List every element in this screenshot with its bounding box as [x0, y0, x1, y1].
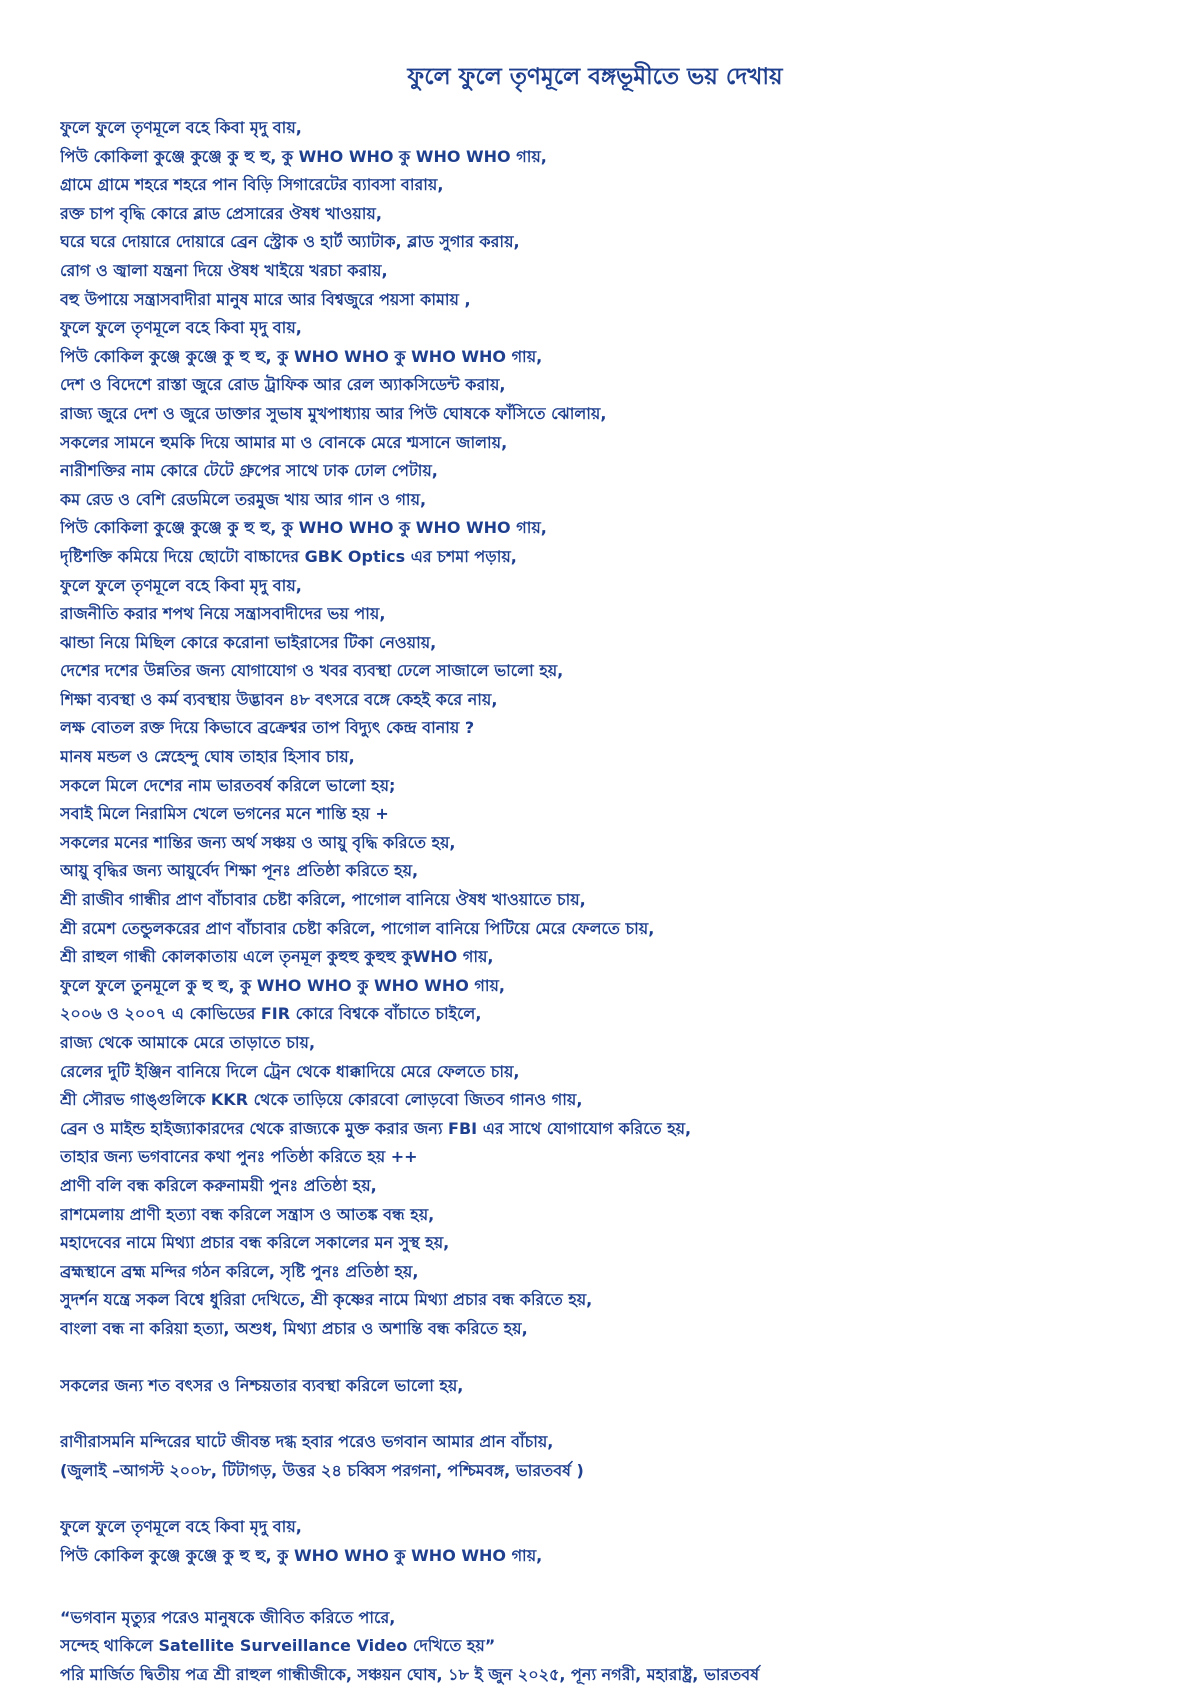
poem-body [60, 114, 1140, 1689]
poem-line: প্রাণী বলি বন্ধ করিলে করুনাময়ী পুনঃ প্রতিষ্ঠা হয়, [60, 1172, 1140, 1201]
poem-line: ফুলে ফুলে তৃণমূলে বহে কিবা মৃদু বায়, [60, 572, 1140, 601]
poem-line: ঘরে ঘরে দোয়ারে দোয়ারে ব্রেন স্ট্রোক ও হার্ট অ্যাটাক, ব্লাড সুগার করায়, [60, 228, 1140, 257]
poem-line: পিউ কোকিল কুঞ্জে কুঞ্জে কু হু হু, কু WHO WHO কু WHO WHO গায়, [60, 1542, 1140, 1571]
stanza [60, 1428, 1140, 1485]
stanza-gap [60, 1344, 1140, 1372]
poem-line: সুদর্শন যন্ত্রে সকল বিশ্বে ধুরিরা দেখিতে, শ্রী কৃষ্ণের নামে মিথ্যা প্রচার বন্ধ করিতে হয়, [60, 1286, 1140, 1315]
poem-line: ব্রহ্মস্থানে ব্রহ্ম মন্দির গঠন করিলে, সৃষ্টি পুনঃ প্রতিষ্ঠা হয়, [60, 1258, 1140, 1287]
poem-line: শ্রী রাহুল গান্ধী কোলকাতায় এলে তৃনমূল কুহুহু কুহুহু কুWHO গায়, [60, 943, 1140, 972]
poem-line: কম রেড ও বেশি রেডমিলে তরমুজ খায় আর গান ও গায়, [60, 486, 1140, 515]
poem-line: শিক্ষা ব্যবস্থা ও কর্ম ব্যবস্থায় উদ্ভাবন ৪৮ বৎসরে বঙ্গে কেহই করে নায়, [60, 686, 1140, 715]
poem-line: শ্রী রমেশ তেন্ডুলকরের প্রাণ বাঁচাবার চেষ্টা করিলে, পাগোল বানিয়ে পিটিয়ে মেরে ফেলতে চায়, [60, 915, 1140, 944]
poem-line: লক্ষ বোতল রক্ত দিয়ে কিভাবে ব্রক্রেশ্বর তাপ বিদ্যুৎ কেন্দ্র বানায় ? [60, 714, 1140, 743]
poem-line: “ভগবান মৃত্যুর পরেও মানুষকে জীবিত করিতে পারে, [60, 1604, 1140, 1633]
poem-line: শ্রী রাজীব গান্ধীর প্রাণ বাঁচাবার চেষ্টা করিলে, পাগোল বানিয়ে ঔষধ খাওয়াতে চায়, [60, 886, 1140, 915]
poem-line: ফুলে ফুলে তৃণমূলে বহে কিবা মৃদু বায়, [60, 114, 1140, 143]
poem-line: নারীশক্তির নাম কোরে টেটে গ্রুপের সাথে ঢাক ঢোল পেটায়, [60, 457, 1140, 486]
poem-line: দেশ ও বিদেশে রাস্তা জুরে রোড ট্রাফিক আর রেল অ্যাকসিডেন্ট করায়, [60, 371, 1140, 400]
poem-line: ব্রেন ও মাইন্ড হাইজ্যাকারদের থেকে রাজ্যকে মুক্ত করার জন্য FBI এর সাথে যোগাযোগ করিতে হয়, [60, 1115, 1140, 1144]
stanza-gap [60, 1485, 1140, 1513]
poem-line: বাংলা বন্ধ না করিয়া হত্যা, অশুধ, মিথ্যা প্রচার ও অশান্তি বন্ধ করিতে হয়, [60, 1315, 1140, 1344]
poem-line: মানষ মন্ডল ও স্নেহেন্দু ঘোষ তাহার হিসাব চায়, [60, 743, 1140, 772]
poem-line: পিউ কোকিলা কুঞ্জে কুঞ্জে কু হু হু, কু WHO WHO কু WHO WHO গায়, [60, 514, 1140, 543]
poem-line: রাশমেলায় প্রাণী হত্যা বন্ধ করিলে সন্ত্রাস ও আতঙ্ক বন্ধ হয়, [60, 1201, 1140, 1230]
poem-line: সকলে মিলে দেশের নাম ভারতবর্ষ করিলে ভালো হয়; [60, 772, 1140, 801]
poem-title: ফুলে ফুলে তৃণমূলে বঙ্গভূমীতে ভয় দেখায় [0, 62, 1190, 92]
poem-line: বহু উপায়ে সন্ত্রাসবাদীরা মানুষ মারে আর বিশ্বজুরে পয়সা কামায় , [60, 286, 1140, 315]
poem-line: ঝান্ডা নিয়ে মিছিল কোরে করোনা ভাইরাসের টিকা নেওয়ায়, [60, 629, 1140, 658]
poem-line: ফুলে ফুলে তুনমূলে কু হু হু, কু WHO WHO কু WHO WHO গায়, [60, 972, 1140, 1001]
poem-line: পিউ কোকিল কুঞ্জে কুঞ্জে কু হু হু, কু WHO WHO কু WHO WHO গায়, [60, 343, 1140, 372]
poem-line: শ্রী সৌরভ গাঙ্গুলিকে KKR থেকে তাড়িয়ে কোরবো লোড়বো জিতব গানও গায়, [60, 1086, 1140, 1115]
poem-line: সন্দেহ থাকিলে Satellite Surveillance Video দেখিতে হয়” [60, 1632, 1140, 1661]
poem-line: সকলের সামনে হুমকি দিয়ে আমার মা ও বোনকে মেরে শ্মসানে জালায়, [60, 429, 1140, 458]
poem-line: রাণীরাসমনি মন্দিরের ঘাটে জীবন্ত দগ্ধ হবার পরেও ভগবান আমার প্রান বাঁচায়, [60, 1428, 1140, 1457]
stanza [60, 1372, 1140, 1401]
poem-line: তাহার জন্য ভগবানের কথা পুনঃ পতিষ্ঠা করিতে হয় ++ [60, 1143, 1140, 1172]
poem-line: ফুলে ফুলে তৃণমূলে বহে কিবা মৃদু বায়, [60, 1513, 1140, 1542]
stanza [60, 114, 1140, 1344]
poem-line: পিউ কোকিলা কুঞ্জে কুঞ্জে কু হু হু, কু WHO WHO কু WHO WHO গায়, [60, 143, 1140, 172]
poem-line: ফুলে ফুলে তৃণমূলে বহে কিবা মৃদু বায়, [60, 314, 1140, 343]
poem-line: দেশের দশের উন্নতির জন্য যোগাযোগ ও খবর ব্যবস্থা ঢেলে সাজালে ভালো হয়, [60, 657, 1140, 686]
stanza [60, 1604, 1140, 1689]
stanza-gap [60, 1400, 1140, 1428]
poem-line: দৃষ্টিশক্তি কমিয়ে দিয়ে ছোটো বাচ্চাদের GBK Optics এর চশমা পড়ায়, [60, 543, 1140, 572]
poem-line: রাজ্য থেকে আমাকে মেরে তাড়াতে চায়, [60, 1029, 1140, 1058]
poem-line: সবাই মিলে নিরামিস খেলে ভগনের মনে শান্তি হয় + [60, 800, 1140, 829]
poem-line: সকলের মনের শান্তির জন্য অর্থ সঞ্চয় ও আয়ু বৃদ্ধি করিতে হয়, [60, 829, 1140, 858]
poem-line: রক্ত চাপ বৃদ্ধি কোরে ব্লাড প্রেসারের ঔষধ খাওয়ায়, [60, 200, 1140, 229]
stanza [60, 1513, 1140, 1570]
poem-line: সকলের জন্য শত বৎসর ও নিশ্চয়তার ব্যবস্থা করিলে ভালো হয়, [60, 1372, 1140, 1401]
poem-line: রোগ ও জ্বালা যন্ত্রনা দিয়ে ঔষধ খাইয়ে খরচা করায়, [60, 257, 1140, 286]
poem-line: (জুলাই –আগস্ট ২০০৮, টিটাগড়, উত্তর ২৪ চব্বিস পরগনা, পশ্চিমবঙ্গ, ভারতবর্ষ ) [60, 1457, 1140, 1486]
poem-line: রেলের দুটি ইঞ্জিন বানিয়ে দিলে ট্রেন থেকে ধাক্কাদিয়ে মেরে ফেলতে চায়, [60, 1058, 1140, 1087]
poem-line: গ্রামে গ্রামে শহরে শহরে পান বিড়ি সিগারেটের ব্যাবসা বারায়, [60, 171, 1140, 200]
poem-line: পরি মার্জিত দ্বিতীয় পত্র শ্রী রাহুল গান্ধীজীকে, সঞ্চয়ন ঘোষ, ১৮ ই জুন ২০২৫, পূন্য নগরী, মহারাষ্ট্র, ভারতবর্ষ [60, 1661, 1140, 1689]
poem-line: মহাদেবের নামে মিথ্যা প্রচার বন্ধ করিলে সকালের মন সুস্থ হয়, [60, 1229, 1140, 1258]
poem-line: ২০০৬ ও ২০০৭ এ কোভিডের FIR কোরে বিশ্বকে বাঁচাতে চাইলে, [60, 1000, 1140, 1029]
poem-line: আয়ু বৃদ্ধির জন্য আয়ুর্বেদ শিক্ষা পূনঃ প্রতিষ্ঠা করিতে হয়, [60, 857, 1140, 886]
stanza-gap [60, 1571, 1140, 1604]
poem-line: রাজ্য জুরে দেশ ও জুরে ডাক্তার সুভাষ মুখপাধ্যায় আর পিউ ঘোষকে ফাঁসিতে ঝোলায়, [60, 400, 1140, 429]
poem-line: রাজনীতি করার শপথ নিয়ে সন্ত্রাসবাদীদের ভয় পায়, [60, 600, 1140, 629]
